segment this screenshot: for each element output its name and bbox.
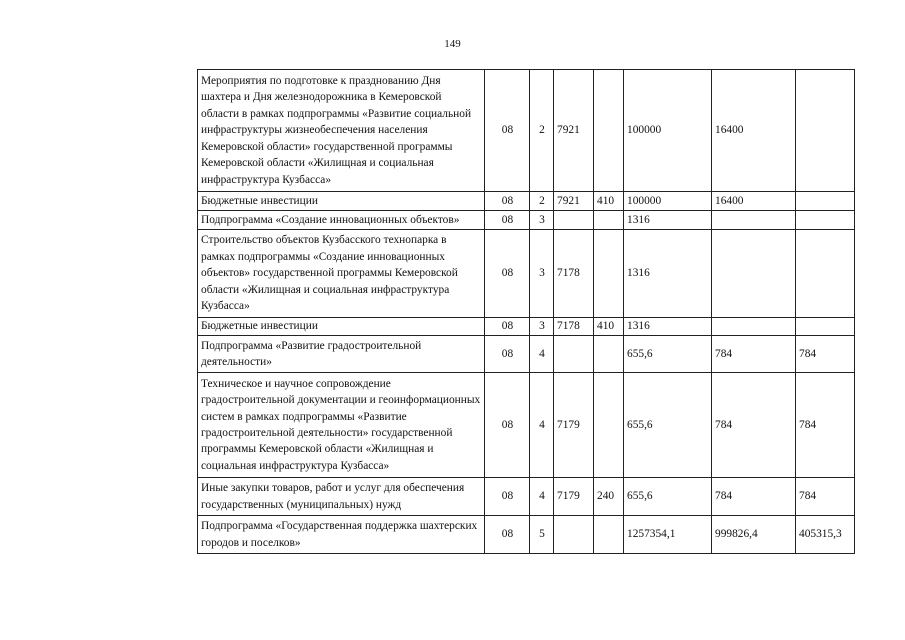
table-row bbox=[198, 516, 855, 554]
cell-year-3: 784 bbox=[796, 478, 855, 516]
cell-name: Подпрограмма «Развитие градостроительной деятельности» bbox=[198, 336, 485, 373]
cell-year-2: 784 bbox=[712, 478, 796, 516]
cell-article: 7179 bbox=[554, 373, 594, 478]
cell-year-2 bbox=[712, 230, 796, 318]
cell-section: 08 bbox=[485, 70, 530, 192]
cell-name: Мероприятия по подготовке к празднованию Дня шахтера и Дня железнодорожника в Кемеровской области в рамках подпрограммы «Развитие социальной инфраструктуры жизнеобеспечения населения Кемеровской области» государственной программы Кемеровской области «Жилищная и социальная инфраструктура Кузбасса» bbox=[198, 70, 485, 192]
table-row bbox=[198, 70, 855, 192]
cell-year-3 bbox=[796, 70, 855, 192]
cell-article: 7178 bbox=[554, 318, 594, 336]
cell-expense-type bbox=[594, 211, 624, 230]
cell-year-1: 1316 bbox=[624, 211, 712, 230]
cell-section: 08 bbox=[485, 478, 530, 516]
table-body bbox=[198, 70, 855, 554]
cell-year-2 bbox=[712, 211, 796, 230]
cell-year-3: 784 bbox=[796, 336, 855, 373]
cell-name: Подпрограмма «Государственная поддержка шахтерских городов и поселков» bbox=[198, 516, 485, 554]
cell-name: Бюджетные инвестиции bbox=[198, 318, 485, 336]
budget-table bbox=[197, 69, 855, 554]
cell-year-3 bbox=[796, 230, 855, 318]
cell-expense-type bbox=[594, 336, 624, 373]
cell-year-1: 100000 bbox=[624, 192, 712, 211]
cell-expense-type: 410 bbox=[594, 318, 624, 336]
cell-subsection: 3 bbox=[530, 230, 554, 318]
cell-subsection: 5 bbox=[530, 516, 554, 554]
cell-year-2: 999826,4 bbox=[712, 516, 796, 554]
table-row bbox=[198, 336, 855, 373]
cell-article: 7178 bbox=[554, 230, 594, 318]
cell-year-3 bbox=[796, 192, 855, 211]
table-row bbox=[198, 373, 855, 478]
cell-subsection: 3 bbox=[530, 211, 554, 230]
cell-name: Техническое и научное сопровождение градостроительной документации и геоинформационных систем в рамках подпрограммы «Развитие градостроительной деятельности» государственной программы Кемеровской области «Жилищная и социальная инфраструктура Кузбасса» bbox=[198, 373, 485, 478]
cell-name: Подпрограмма «Создание инновационных объектов» bbox=[198, 211, 485, 230]
table-row bbox=[198, 211, 855, 230]
cell-article: 7921 bbox=[554, 192, 594, 211]
cell-subsection: 2 bbox=[530, 192, 554, 211]
cell-subsection: 2 bbox=[530, 70, 554, 192]
cell-year-2: 784 bbox=[712, 373, 796, 478]
cell-year-3: 405315,3 bbox=[796, 516, 855, 554]
cell-article: 7921 bbox=[554, 70, 594, 192]
cell-year-2: 16400 bbox=[712, 70, 796, 192]
cell-subsection: 4 bbox=[530, 478, 554, 516]
cell-subsection: 4 bbox=[530, 336, 554, 373]
cell-section: 08 bbox=[485, 516, 530, 554]
cell-article: 7179 bbox=[554, 478, 594, 516]
cell-year-1: 1316 bbox=[624, 318, 712, 336]
cell-expense-type: 240 bbox=[594, 478, 624, 516]
cell-section: 08 bbox=[485, 336, 530, 373]
table-row bbox=[198, 478, 855, 516]
cell-section: 08 bbox=[485, 211, 530, 230]
table-row bbox=[198, 230, 855, 318]
cell-year-3 bbox=[796, 318, 855, 336]
cell-subsection: 3 bbox=[530, 318, 554, 336]
page-number: 149 bbox=[444, 38, 461, 50]
cell-section: 08 bbox=[485, 192, 530, 211]
cell-year-2: 784 bbox=[712, 336, 796, 373]
cell-article bbox=[554, 516, 594, 554]
cell-year-1: 100000 bbox=[624, 70, 712, 192]
cell-article bbox=[554, 336, 594, 373]
cell-expense-type bbox=[594, 230, 624, 318]
cell-expense-type bbox=[594, 70, 624, 192]
cell-subsection: 4 bbox=[530, 373, 554, 478]
cell-name: Иные закупки товаров, работ и услуг для обеспечения государственных (муниципальных) нужд bbox=[198, 478, 485, 516]
cell-section: 08 bbox=[485, 318, 530, 336]
cell-year-2 bbox=[712, 318, 796, 336]
cell-expense-type: 410 bbox=[594, 192, 624, 211]
cell-expense-type bbox=[594, 373, 624, 478]
cell-year-3: 784 bbox=[796, 373, 855, 478]
cell-section: 08 bbox=[485, 230, 530, 318]
cell-year-1: 1316 bbox=[624, 230, 712, 318]
cell-article bbox=[554, 211, 594, 230]
cell-name: Бюджетные инвестиции bbox=[198, 192, 485, 211]
cell-year-3 bbox=[796, 211, 855, 230]
cell-year-1: 655,6 bbox=[624, 336, 712, 373]
cell-year-2: 16400 bbox=[712, 192, 796, 211]
cell-year-1: 655,6 bbox=[624, 373, 712, 478]
cell-year-1: 655,6 bbox=[624, 478, 712, 516]
table-row bbox=[198, 192, 855, 211]
cell-expense-type bbox=[594, 516, 624, 554]
table-row bbox=[198, 318, 855, 336]
cell-name: Строительство объектов Кузбасского технопарка в рамках подпрограммы «Создание инновационных объектов» государственной программы Кемеровской области «Жилищная и социальная инфраструктура Кузбасса» bbox=[198, 230, 485, 318]
cell-year-1: 1257354,1 bbox=[624, 516, 712, 554]
cell-section: 08 bbox=[485, 373, 530, 478]
